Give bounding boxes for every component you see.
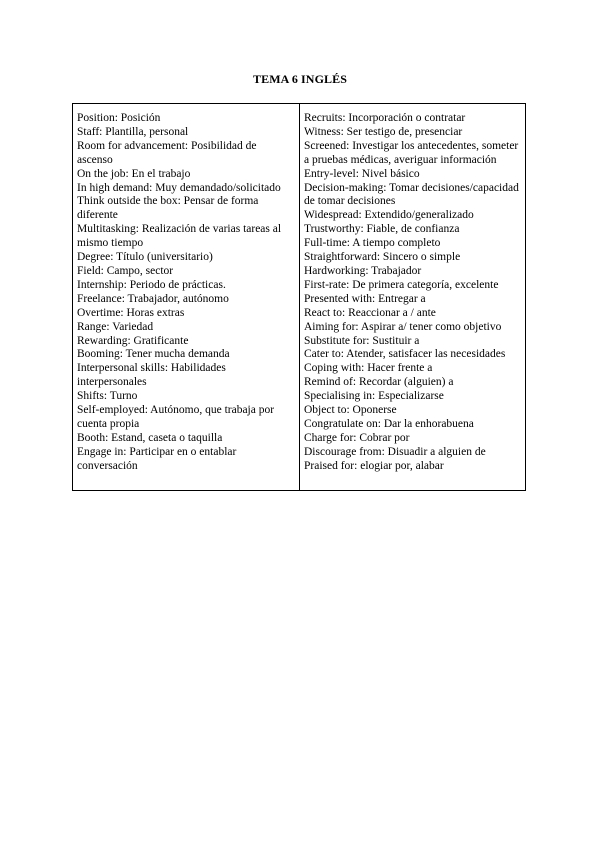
vocab-entry: First-rate: De primera categoría, excelente — [304, 278, 499, 291]
vocab-entry: Self-employed: Autónomo, que trabaja por cuenta propia — [77, 404, 275, 430]
vocab-entry: Praised for: elogiar por, alabar — [304, 459, 444, 472]
vocab-entry: Engage in: Participar en o entablar conversación — [77, 445, 237, 472]
vocab-entry: Think outside the box: Pensar de forma diferente — [77, 195, 259, 222]
vocab-entry: Full-time: A tiempo completo — [304, 237, 441, 250]
vocab-entry: Trustworthy: Fiable, de confianza — [304, 223, 460, 236]
vocab-entry: Remind of: Recordar (alguien) a — [304, 376, 454, 389]
vocab-entry: Congratulate on: Dar la enhorabuena — [304, 417, 474, 430]
vocab-entry: Entry-level: Nivel básico — [304, 167, 420, 180]
vocab-entry: Coping with: Hacer frente a — [304, 362, 433, 375]
vocab-entry: Straightforward: Sincero o simple — [304, 251, 461, 264]
vocab-entry: Overtime: Horas extras — [77, 306, 185, 319]
vocab-entry: Decision-making: Tomar decisiones/capacidad de tomar decisiones — [304, 181, 519, 208]
vocab-entry: Rewarding: Gratificante — [77, 334, 189, 347]
vocab-entry: Shifts: Turno — [77, 390, 138, 403]
vocab-entry: Hardworking: Trabajador — [304, 264, 422, 277]
left-column — [73, 104, 300, 490]
vocabulary-table — [72, 103, 526, 491]
vocab-entry: Room for advancement: Posibilidad de ascenso — [77, 139, 257, 166]
vocab-entry: Multitasking: Realización de varias tareas al mismo tiempo — [77, 223, 282, 250]
vocab-entry: Position: Posición — [77, 112, 161, 124]
vocab-entry: Field: Campo, sector — [77, 264, 174, 277]
vocab-entry: Discourage from: Disuadir a alguien de — [304, 445, 486, 458]
vocab-entry: Booth: Estand, caseta o taquilla — [77, 431, 223, 444]
vocab-entry: React to: Reaccionar a / ante — [304, 306, 436, 319]
vocab-entry: Witness: Ser testigo de, presenciar — [304, 125, 463, 138]
vocab-entry: Widespread: Extendido/generalizado — [304, 209, 474, 222]
vocab-entry: Booming: Tener mucha demanda — [77, 348, 230, 361]
vocab-entry: Presented with: Entregar a — [304, 292, 426, 305]
vocab-entry: Degree: Título (universitario) — [77, 251, 213, 264]
vocab-entry: Charge for: Cobrar por — [304, 431, 410, 444]
right-column — [300, 104, 525, 490]
vocab-entry: Internship: Periodo de prácticas. — [77, 278, 226, 291]
vocab-entry: Substitute for: Sustituir a — [304, 334, 420, 347]
vocab-entry: Specialising in: Especializarse — [304, 390, 444, 403]
vocab-entry: Aiming for: Aspirar a/ tener como objetivo — [304, 320, 502, 333]
vocab-entry: Interpersonal skills: Habilidades interpersonales — [77, 362, 226, 389]
vocab-entry: Cater to: Atender, satisfacer las necesidades — [304, 348, 506, 361]
vocab-entry: Screened: Investigar los antecedentes, someter a pruebas médicas, averiguar información — [304, 139, 519, 166]
vocab-entry: In high demand: Muy demandado/solicitado — [77, 181, 281, 194]
vocab-entry: On the job: En el trabajo — [77, 167, 191, 180]
vocab-entry: Staff: Plantilla, personal — [77, 125, 189, 138]
vocab-entry: Range: Variedad — [77, 320, 154, 333]
vocab-entry: Freelance: Trabajador, autónomo — [77, 292, 229, 305]
vocab-entry: Recruits: Incorporación o contratar — [304, 112, 466, 124]
page-title: TEMA 6 INGLÉS — [253, 72, 347, 86]
vocab-entry: Object to: Oponerse — [304, 404, 397, 417]
